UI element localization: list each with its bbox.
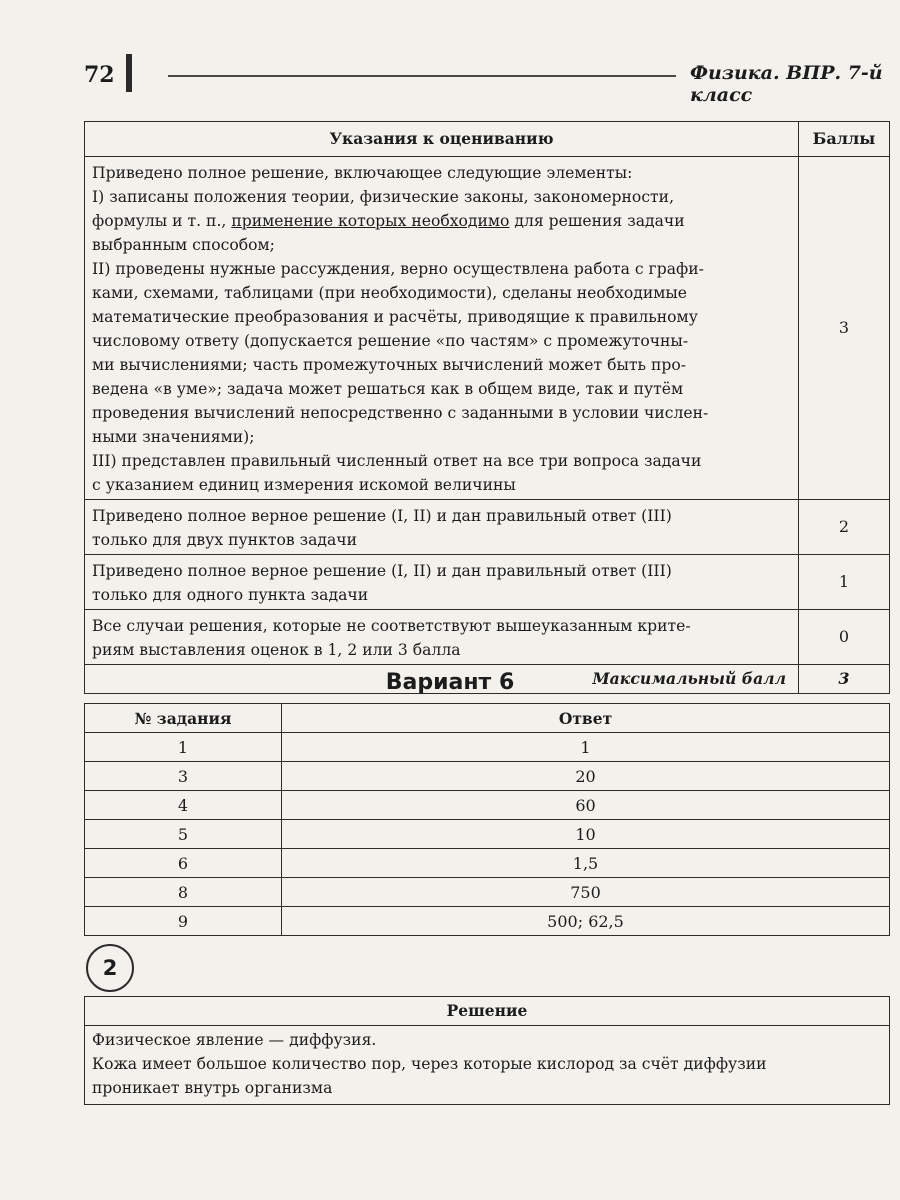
grading-row-two xyxy=(85,500,890,555)
grading-table xyxy=(84,121,890,694)
criteria-line: ными значениями); xyxy=(92,428,255,446)
grading-criteria-header: Указания к оцениванию xyxy=(85,122,799,157)
criteria-underlined-text: применение которых необходимо xyxy=(231,212,510,230)
solution-header-row xyxy=(85,997,890,1026)
answer-header: Ответ xyxy=(282,704,890,733)
task-number-cell: 9 xyxy=(85,907,282,936)
task-number-cell: 6 xyxy=(85,849,282,878)
table-row xyxy=(85,762,890,791)
max-score-label: Максимальный балл xyxy=(85,665,799,694)
answer-cell: 1 xyxy=(282,733,890,762)
solution-line: проникает внутрь организма xyxy=(92,1079,333,1097)
criteria-line: ками, схемами, таблицами (при необходимости), сделаны необходимые xyxy=(92,284,688,302)
task-number-cell: 5 xyxy=(85,820,282,849)
grading-row-one xyxy=(85,555,890,610)
solution-table xyxy=(84,996,890,1105)
criteria-line: риям выставления оценок в 1, 2 или 3 балла xyxy=(92,641,461,659)
max-score-value: 3 xyxy=(799,665,890,694)
book-title: Физика. ВПР. 7-й класс xyxy=(690,62,883,106)
criteria-line: проведения вычислений непосредственно с заданными в условии числен- xyxy=(92,404,709,422)
grading-header-row xyxy=(85,122,890,157)
solution-body-row xyxy=(85,1026,890,1105)
criteria-line: Приведено полное верное решение (I, II) и дан правильный ответ (III) xyxy=(92,562,672,580)
header-bar xyxy=(126,54,132,92)
answers-header-row xyxy=(85,704,890,733)
solution-text xyxy=(85,1026,890,1105)
task-number-cell: 1 xyxy=(85,733,282,762)
grading-criteria-two xyxy=(85,500,799,555)
grading-criteria-full xyxy=(85,157,799,500)
answers-table xyxy=(84,703,890,936)
grading-score-full: 3 xyxy=(799,157,890,500)
criteria-line: Все случаи решения, которые не соответствуют вышеуказанным крите- xyxy=(92,617,691,635)
solution-line: Кожа имеет большое количество пор, через которые кислород за счёт диффузии xyxy=(92,1055,767,1073)
criteria-line: математические преобразования и расчёты, приводящие к правильному xyxy=(92,308,698,326)
criteria-line: с указанием единиц измерения искомой величины xyxy=(92,476,516,494)
criteria-line: ведена «в уме»; задача может решаться как в общем виде, так и путём xyxy=(92,380,684,398)
table-row xyxy=(85,878,890,907)
criteria-text: для решения задачи xyxy=(509,212,685,230)
criteria-line: Приведено полное решение, включающее следующие элементы: xyxy=(92,164,633,182)
table-row xyxy=(85,907,890,936)
grading-score-one: 1 xyxy=(799,555,890,610)
task-number-cell: 3 xyxy=(85,762,282,791)
grading-score-header: Баллы xyxy=(799,122,890,157)
criteria-line: выбранным способом; xyxy=(92,236,275,254)
grading-score-two: 2 xyxy=(799,500,890,555)
criteria-line: III) представлен правильный численный ответ на все три вопроса задачи xyxy=(92,452,702,470)
criteria-line xyxy=(92,209,788,233)
criteria-text: формулы и т. п., xyxy=(92,212,232,230)
variant-title: Вариант 6 xyxy=(385,670,515,695)
table-row xyxy=(85,820,890,849)
task-number-header: № задания xyxy=(85,704,282,733)
solution-line: Физическое явление — диффузия. xyxy=(92,1031,377,1049)
criteria-line: I) записаны положения теории, физические законы, закономерности, xyxy=(92,188,675,206)
grading-score-zero: 0 xyxy=(799,610,890,665)
grading-criteria-zero xyxy=(85,610,799,665)
answer-cell: 60 xyxy=(282,791,890,820)
table-row xyxy=(85,791,890,820)
criteria-line: только для одного пункта задачи xyxy=(92,586,369,604)
criteria-line: только для двух пунктов задачи xyxy=(92,531,357,549)
page-number: 72 xyxy=(84,62,115,88)
grading-row-zero xyxy=(85,610,890,665)
task-number-badge: 2 xyxy=(86,944,134,992)
grading-criteria-one xyxy=(85,555,799,610)
task-number-cell: 8 xyxy=(85,878,282,907)
answer-cell: 20 xyxy=(282,762,890,791)
criteria-line: Приведено полное верное решение (I, II) и дан правильный ответ (III) xyxy=(92,507,672,525)
task-number-cell: 4 xyxy=(85,791,282,820)
answer-cell: 500; 62,5 xyxy=(282,907,890,936)
grading-row-full xyxy=(85,157,890,500)
answer-cell: 1,5 xyxy=(282,849,890,878)
answer-cell: 750 xyxy=(282,878,890,907)
criteria-line: числовому ответу (допускается решение «по частям» с промежуточны- xyxy=(92,332,689,350)
table-row xyxy=(85,733,890,762)
table-row xyxy=(85,849,890,878)
criteria-line: II) проведены нужные рассуждения, верно осуществлена работа с графи- xyxy=(92,260,704,278)
criteria-line: ми вычислениями; часть промежуточных вычислений может быть про- xyxy=(92,356,687,374)
answer-cell: 10 xyxy=(282,820,890,849)
solution-header: Решение xyxy=(85,997,890,1026)
header-rule xyxy=(168,75,676,77)
